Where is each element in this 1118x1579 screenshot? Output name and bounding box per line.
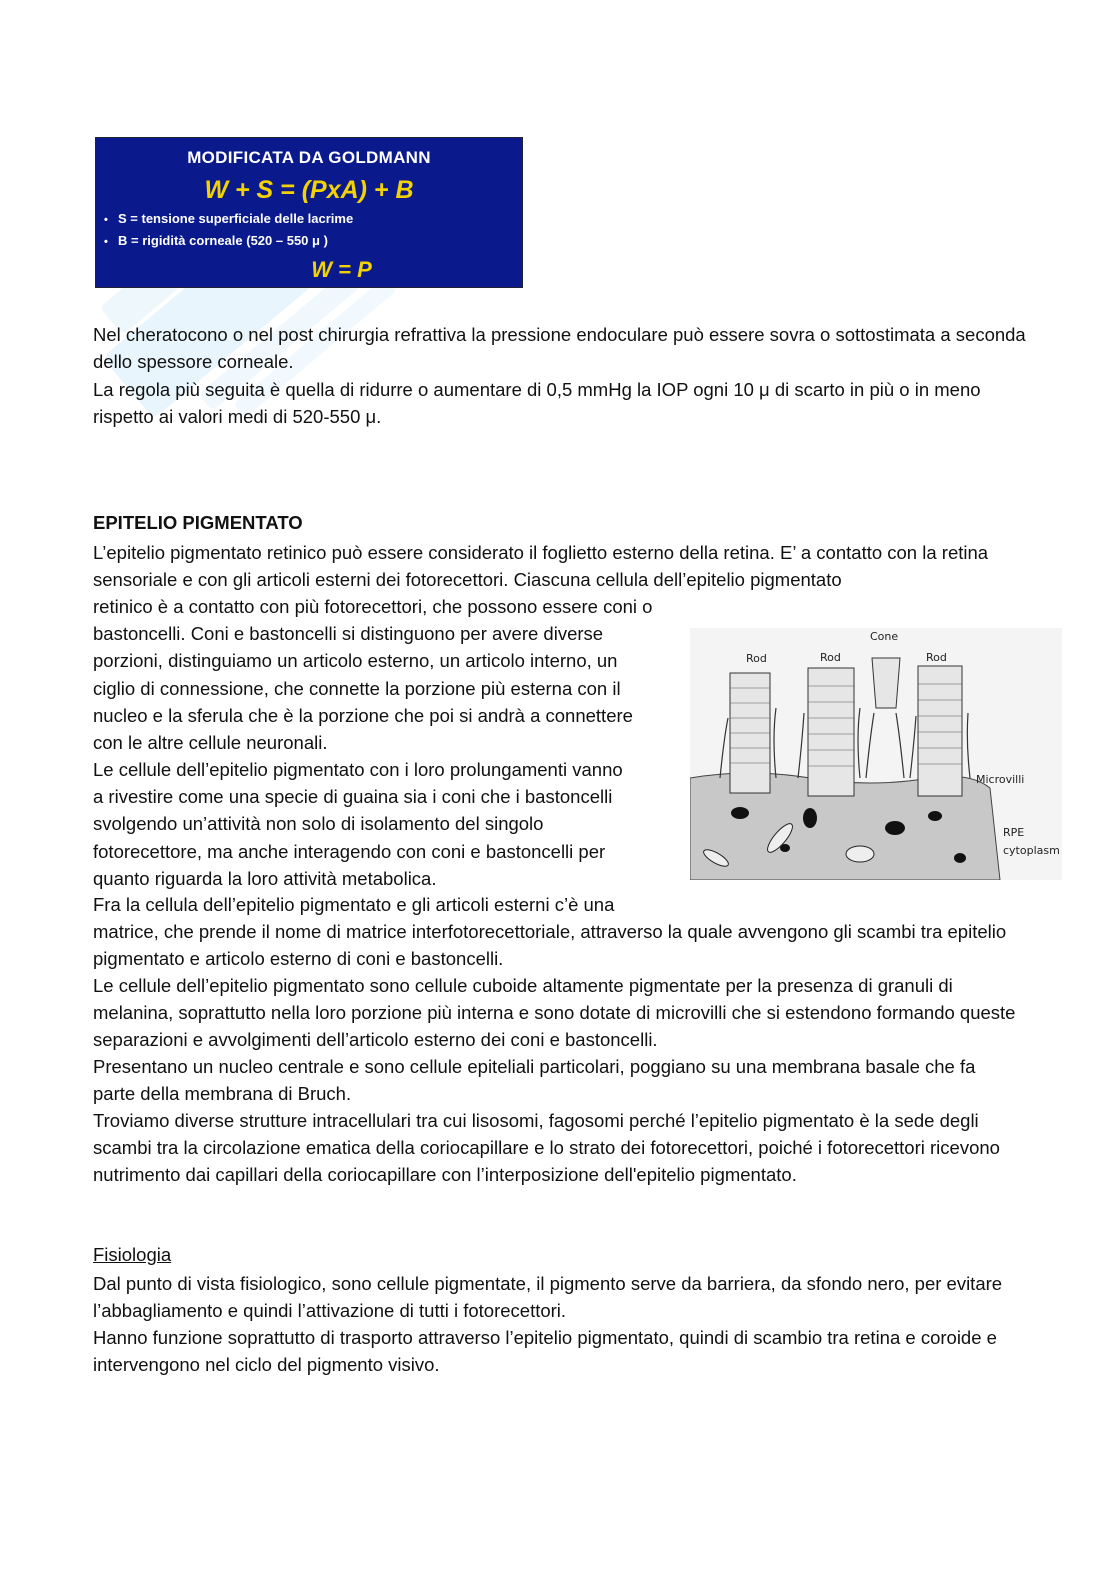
slide-title: MODIFICATA DA GOLDMANN [187,148,431,167]
physiology-heading: Fisiologia [93,1244,172,1265]
section-paragraph-1-wrap: retinico è a contatto con più fotorecettori, che possono essere coni o bastoncelli. Coni e bastoncelli si distinguono per avere diverse porzioni, distinguiamo un articolo esterno, un articolo interno, un ciglio di connessione, che connette la porzione più esterna con il nucleo e la sferula che è la porzione che poi si andrà a connettere con le altre cellule neuronali. [93,596,653,754]
figure-label-rod-2: Rod [820,651,841,664]
physiology-paragraph-2: Hanno funzione soprattutto di trasporto attraverso l’epitelio pigmentato, quindi di scambio tra retina e coroide e intervengono nel ciclo del pigmento visivo. [93,1327,997,1376]
slide-bullet [104,211,353,226]
figure-label-cytoplasm: cytoplasm [1003,844,1060,857]
figure-label-microvilli: Microvilli [976,773,1025,786]
intro-paragraph-1: Nel cheratocono o nel post chirurgia refrattiva la pressione endoculare può essere sovra o sottostimata a seconda dello spessore corneale. [93,324,1026,373]
bullet-dot-icon: • [104,236,108,248]
photoreceptor-rpe-figure [690,628,1062,880]
slide-result: W = P [311,257,372,282]
section-paragraph-6: Troviamo diverse strutture intracellulari tra cui lisosomi, fagosomi perché l’epitelio pigmentato è la sede degli scambi tra la circolazione ematica della coriocapillare e lo strato dei fotorecettori, poiché i fotorecettori ricevono nutrimento dai capillari della coriocapillare con l’interposizione dell'epitelio pigmentato. [93,1110,1000,1186]
physiology-paragraph-1: Dal punto di vista fisiologico, sono cellule pigmentate, il pigmento serve da barriera, da sfondo nero, per evitare l’abbagliamento e quindi l’attivazione di tutti i fotorecettori. [93,1273,1003,1322]
figure-label-rod-3: Rod [926,651,947,664]
slide-bullet [104,233,328,248]
section-paragraph-3-start: Fra la cellula dell’epitelio pigmentato e gli articoli esterni c’è una [93,894,615,915]
figure-label-rod-1: Rod [746,652,767,665]
figure-label-rpe: RPE [1003,826,1025,839]
goldmann-formula-slide [95,137,523,288]
intro-paragraph-2: La regola più seguita è quella di ridurre o aumentare di 0,5 mmHg la IOP ogni 10 μ di scarto in più o in meno rispetto ai valori medi di 520-550 μ. [93,379,981,428]
section-paragraph-1: L’epitelio pigmentato retinico può essere considerato il foglietto esterno della retina. E’ a contatto con la retina sensoriale e con gli articoli esterni dei fotorecettori. Ciascuna cellula dell’epitelio pigmentato [93,542,989,591]
section-paragraph-5: Presentano un nucleo centrale e sono cellule epiteliali particolari, poggiano su una membrana basale che fa parte della membrana di Bruch. [93,1056,976,1105]
section-paragraph-3: matrice, che prende il nome di matrice interfotorecettoriale, attraverso la quale avvengono gli scambi tra epitelio pigmentato e articolo esterno di coni e bastoncelli. [93,921,1007,970]
slide-bullet-text: S = tensione superficiale delle lacrime [118,211,354,226]
section-paragraph-4: Le cellule dell’epitelio pigmentato sono cellule cuboide altamente pigmentate per la presenza di granuli di melanina, soprattutto nella loro porzione più interna e sono dotate di microvilli che si estendono formando queste separazioni e avvolgimenti dell’articolo esterno dei coni e bastoncelli. [93,975,1016,1051]
bullet-dot-icon: • [104,214,108,226]
slide-formula: W + S = (PxA) + B [204,176,414,204]
section-paragraph-2: Le cellule dell’epitelio pigmentato con i loro prolungamenti vanno a rivestire come una specie di guaina sia i coni che i bastoncelli svolgendo un’attività non solo di isolamento del singolo fotorecettore, ma anche interagendo con coni e bastoncelli per quanto riguarda la loro attività metabolica. [93,759,623,889]
section-heading: EPITELIO PIGMENTATO [93,512,303,533]
figure-label-cone: Cone [870,630,899,643]
slide-bullet-text: B = rigidità corneale (520 – 550 μ ) [118,233,328,248]
